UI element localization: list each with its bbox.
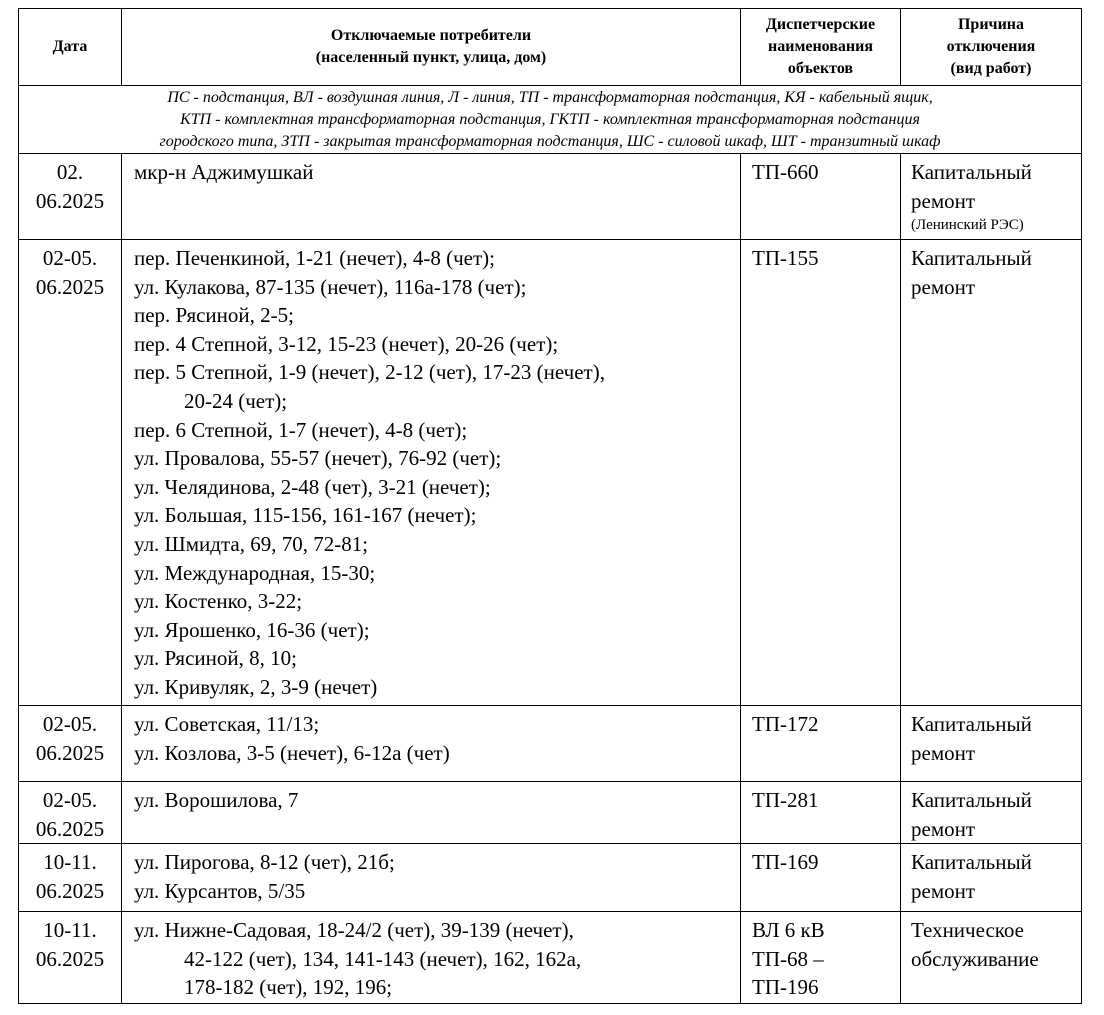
reason-district-note: (Ленинский РЭС) xyxy=(911,217,1024,234)
header-objects xyxy=(741,9,901,86)
object-cell xyxy=(741,706,901,782)
address-line: пер. 6 Степной, 1-7 (нечет), 4-8 (чет); xyxy=(134,417,468,442)
object-line: ТП-196 xyxy=(752,975,819,1000)
reason-line-2: обслуживание xyxy=(911,946,1039,971)
date-line-2: 06.2025 xyxy=(35,878,105,903)
reason-line-1: Капитальный xyxy=(911,246,1032,270)
object-cell xyxy=(741,240,901,706)
reason-line-1: Капитальный xyxy=(911,850,1032,875)
consumers-cell xyxy=(122,706,741,782)
address-line: ул. Козлова, 3-5 (нечет), 6-12а (чет) xyxy=(134,740,450,765)
reason-line-2: ремонт xyxy=(911,878,976,903)
header-date xyxy=(19,9,122,86)
legend-line-2: КТП - комплектная трансформаторная подстанция, ГКТП - комплектная трансформаторная подстанция xyxy=(180,111,920,128)
address-line-continuation: 42-122 (чет), 134, 141-143 (нечет), 162, 162а, xyxy=(184,946,582,971)
date-line-2: 06.2025 xyxy=(35,946,105,971)
abbreviations-legend xyxy=(19,86,1082,154)
header-consumers-line-2: (населенный пункт, улица, дом) xyxy=(315,49,547,66)
date-cell xyxy=(19,782,122,844)
date-cell xyxy=(19,912,122,1004)
address-line: ул. Кривуляк, 2, 3-9 (нечет) xyxy=(134,674,378,699)
object-cell xyxy=(741,782,901,844)
address-line: пер. 5 Степной, 1-9 (нечет), 2-12 (чет), 17-23 (нечет), xyxy=(134,360,605,385)
address-line: ул. Большая, 115-156, 161-167 (нечет); xyxy=(134,503,477,528)
object-line: ТП-169 xyxy=(752,850,819,875)
address-line: ул. Советская, 11/13; xyxy=(134,712,320,736)
address-line: ул. Международная, 15-30; xyxy=(134,560,376,585)
address-line: пер. Рясиной, 2-5; xyxy=(134,303,294,328)
table-row xyxy=(19,706,1082,782)
address-line: ул. Провалова, 55-57 (нечет), 76-92 (чет); xyxy=(134,446,502,471)
consumers-cell xyxy=(122,240,741,706)
reason-cell xyxy=(901,782,1082,844)
header-reason-line-1: Причина xyxy=(957,16,1025,33)
date-line-2: 06.2025 xyxy=(35,188,105,213)
date-line-1: 02. xyxy=(56,160,84,184)
date-line-2: 06.2025 xyxy=(35,740,105,765)
address-line: ул. Курсантов, 5/35 xyxy=(134,878,306,903)
address-line: пер. 4 Степной, 3-12, 15-23 (нечет), 20-26 (чет); xyxy=(134,331,559,356)
reason-cell xyxy=(901,154,1082,240)
address-line: мкр-н Аджимушкай xyxy=(134,160,314,184)
object-line: ТП-660 xyxy=(752,160,819,184)
abbreviations-legend-row xyxy=(19,86,1082,154)
header-objects-line-1: Диспетчерские xyxy=(765,16,876,33)
date-line-1: 02-05. xyxy=(42,712,98,736)
address-line: ул. Пирогова, 8-12 (чет), 21б; xyxy=(134,850,395,875)
reason-cell xyxy=(901,912,1082,1004)
reason-line-2: ремонт xyxy=(911,740,976,765)
object-line: ТП-172 xyxy=(752,712,819,736)
reason-line-2: ремонт xyxy=(911,816,976,841)
table-row xyxy=(19,782,1082,844)
date-cell xyxy=(19,844,122,912)
reason-cell xyxy=(901,240,1082,706)
header-reason xyxy=(901,9,1082,86)
table-row xyxy=(19,240,1082,706)
address-line: ул. Шмидта, 69, 70, 72-81; xyxy=(134,531,369,556)
date-line-1: 10-11. xyxy=(43,850,97,875)
table-row xyxy=(19,844,1082,912)
address-line: пер. Печенкиной, 1-21 (нечет), 4-8 (чет); xyxy=(134,246,496,270)
object-line: ТП-155 xyxy=(752,246,819,270)
legend-line-1: ПС - подстанция, ВЛ - воздушная линия, Л - линия, ТП - трансформаторная подстанция, КЯ - кабельный ящик, xyxy=(167,89,933,106)
address-line: ул. Рясиной, 8, 10; xyxy=(134,646,297,671)
consumers-cell xyxy=(122,782,741,844)
date-line-1: 02-05. xyxy=(42,246,98,270)
address-line: ул. Костенко, 3-22; xyxy=(134,589,303,614)
outage-table xyxy=(18,8,1082,1004)
address-line: ул. Ворошилова, 7 xyxy=(134,788,299,812)
table-row xyxy=(19,912,1082,1004)
consumers-cell xyxy=(122,844,741,912)
reason-line-1: Капитальный xyxy=(911,788,1032,812)
reason-line-1: Капитальный xyxy=(911,712,1032,736)
address-line: ул. Нижне-Садовая, 18-24/2 (чет), 39-139 (нечет), xyxy=(134,918,574,943)
header-objects-line-2: наименования xyxy=(768,38,873,55)
date-cell xyxy=(19,240,122,706)
date-line-1: 02-05. xyxy=(42,788,98,812)
header-reason-line-2: отключения xyxy=(946,38,1036,55)
date-line-2: 06.2025 xyxy=(35,274,105,299)
object-cell xyxy=(741,912,901,1004)
object-cell xyxy=(741,154,901,240)
object-cell xyxy=(741,844,901,912)
table-row xyxy=(19,154,1082,240)
object-line: ВЛ 6 кВ xyxy=(752,918,825,943)
reason-line-1: Капитальный xyxy=(911,160,1032,184)
address-line: ул. Ярошенко, 16-36 (чет); xyxy=(134,617,370,642)
address-line-continuation: 20-24 (чет); xyxy=(184,388,288,413)
reason-line-2: ремонт xyxy=(911,188,976,213)
address-line: ул. Кулакова, 87-135 (нечет), 116а-178 (чет); xyxy=(134,274,527,299)
legend-line-3: городского типа, ЗТП - закрытая трансформаторная подстанция, ШС - силовой шкаф, ШТ - транзитный шкаф xyxy=(159,133,941,150)
header-consumers xyxy=(122,9,741,86)
date-line-2: 06.2025 xyxy=(35,816,105,841)
reason-cell xyxy=(901,844,1082,912)
reason-line-1: Техническое xyxy=(911,918,1024,943)
date-cell xyxy=(19,154,122,240)
object-line: ТП-68 – xyxy=(752,946,824,971)
header-consumers-line-1: Отключаемые потребители xyxy=(330,27,532,44)
address-line: ул. Челядинова, 2-48 (чет), 3-21 (нечет); xyxy=(134,474,491,499)
header-reason-line-3: (вид работ) xyxy=(950,60,1032,77)
object-line: ТП-281 xyxy=(752,788,819,812)
table-header-row xyxy=(19,9,1082,86)
reason-line-2: ремонт xyxy=(911,274,976,299)
consumers-cell xyxy=(122,154,741,240)
outage-schedule-sheet xyxy=(18,8,1081,1004)
header-date-label: Дата xyxy=(52,38,88,55)
date-line-1: 10-11. xyxy=(43,918,97,943)
reason-cell xyxy=(901,706,1082,782)
consumers-cell xyxy=(122,912,741,1004)
header-objects-line-3: объектов xyxy=(787,60,854,77)
address-line-continuation: 178-182 (чет), 192, 196; xyxy=(184,975,393,1000)
date-cell xyxy=(19,706,122,782)
